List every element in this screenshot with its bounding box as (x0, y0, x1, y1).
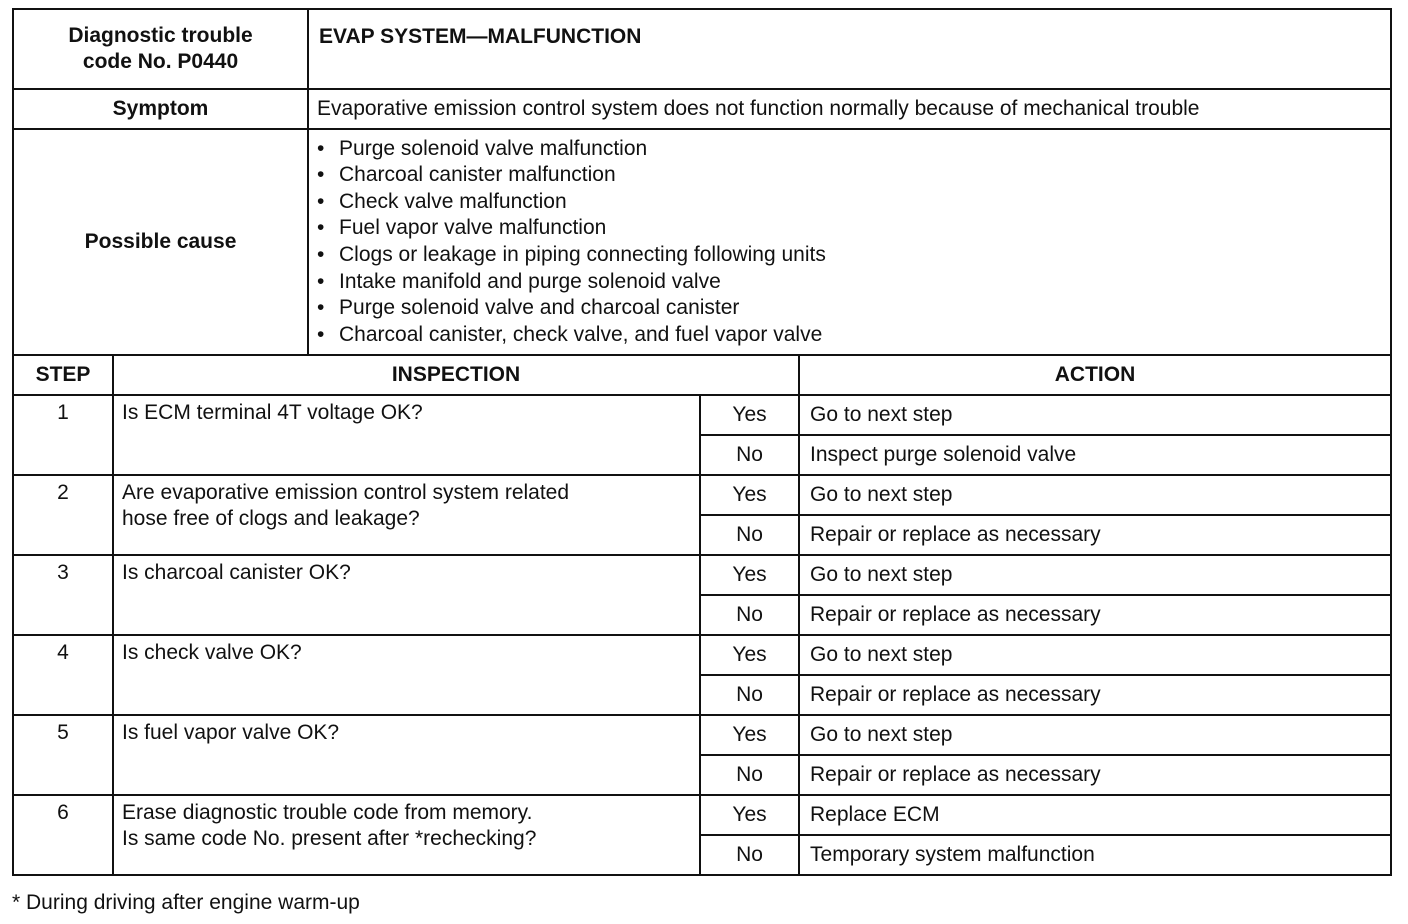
possible-cause-item: • Intake manifold and purge solenoid valve (317, 269, 1390, 296)
no-action: Inspect purge solenoid valve (799, 435, 1391, 475)
yes-label: Yes (700, 555, 799, 595)
step-row (13, 795, 1391, 835)
diagnostic-table (12, 8, 1392, 876)
inspection-line: Is same code No. present after *rechecking? (122, 827, 537, 850)
possible-cause-list (309, 132, 1390, 353)
possible-cause-item: • Purge solenoid valve and charcoal canister (317, 295, 1390, 322)
dtc-label-line2: code No. P0440 (82, 50, 239, 73)
column-header-row (13, 355, 1391, 395)
inspection-line: Are evaporative emission control system related (122, 481, 570, 504)
possible-cause-item: • Charcoal canister malfunction (317, 162, 1390, 189)
step-inspection (113, 795, 700, 875)
diagnostic-document (12, 8, 1390, 876)
no-label: No (700, 675, 799, 715)
no-label: No (700, 755, 799, 795)
step-inspection (113, 475, 700, 555)
possible-cause-cell (308, 129, 1391, 355)
possible-cause-label: Possible cause (13, 129, 308, 355)
possible-cause-item: • Check valve malfunction (317, 189, 1390, 216)
step-number: 4 (13, 635, 113, 715)
inspection-line: Is check valve OK? (122, 641, 302, 664)
inspection-line: Is fuel vapor valve OK? (122, 721, 340, 744)
dtc-label-line1: Diagnostic trouble (68, 24, 253, 47)
header-row (13, 9, 1391, 89)
inspection-line: Is charcoal canister OK? (122, 561, 351, 584)
step-number: 5 (13, 715, 113, 795)
no-label: No (700, 515, 799, 555)
column-header-inspection: INSPECTION (113, 355, 799, 395)
yes-action: Go to next step (799, 555, 1391, 595)
step-number: 1 (13, 395, 113, 475)
inspection-line: Is ECM terminal 4T voltage OK? (122, 401, 423, 424)
footnote: * During driving after engine warm-up (12, 891, 360, 914)
step-row (13, 715, 1391, 755)
no-action: Repair or replace as necessary (799, 595, 1391, 635)
possible-cause-item: • Charcoal canister, check valve, and fuel vapor valve (317, 322, 1390, 349)
symptom-text: Evaporative emission control system does not function normally because of mechanical trouble (308, 89, 1391, 129)
page-title: EVAP SYSTEM—MALFUNCTION (308, 9, 1391, 89)
yes-action: Replace ECM (799, 795, 1391, 835)
column-header-step: STEP (13, 355, 113, 395)
dtc-label-cell (13, 9, 308, 89)
column-header-action: ACTION (799, 355, 1391, 395)
step-inspection (113, 715, 700, 795)
no-label: No (700, 595, 799, 635)
possible-cause-item: • Purge solenoid valve malfunction (317, 136, 1390, 163)
symptom-row (13, 89, 1391, 129)
no-action: Temporary system malfunction (799, 835, 1391, 875)
inspection-line: hose free of clogs and leakage? (122, 507, 420, 530)
possible-cause-item: • Fuel vapor valve malfunction (317, 215, 1390, 242)
yes-label: Yes (700, 475, 799, 515)
step-number: 2 (13, 475, 113, 555)
symptom-label: Symptom (13, 89, 308, 129)
yes-label: Yes (700, 715, 799, 755)
step-row (13, 395, 1391, 435)
no-label: No (700, 435, 799, 475)
no-label: No (700, 835, 799, 875)
steps-body (13, 395, 1391, 875)
yes-label: Yes (700, 395, 799, 435)
step-inspection (113, 395, 700, 475)
step-row (13, 475, 1391, 515)
step-number: 3 (13, 555, 113, 635)
inspection-line: Erase diagnostic trouble code from memory. (122, 801, 533, 824)
step-row (13, 635, 1391, 675)
yes-label: Yes (700, 635, 799, 675)
step-inspection (113, 635, 700, 715)
yes-action: Go to next step (799, 715, 1391, 755)
step-number: 6 (13, 795, 113, 875)
yes-action: Go to next step (799, 635, 1391, 675)
step-inspection (113, 555, 700, 635)
no-action: Repair or replace as necessary (799, 675, 1391, 715)
yes-action: Go to next step (799, 395, 1391, 435)
yes-action: Go to next step (799, 475, 1391, 515)
no-action: Repair or replace as necessary (799, 755, 1391, 795)
possible-cause-row (13, 129, 1391, 355)
no-action: Repair or replace as necessary (799, 515, 1391, 555)
possible-cause-item: • Clogs or leakage in piping connecting following units (317, 242, 1390, 269)
step-row (13, 555, 1391, 595)
yes-label: Yes (700, 795, 799, 835)
